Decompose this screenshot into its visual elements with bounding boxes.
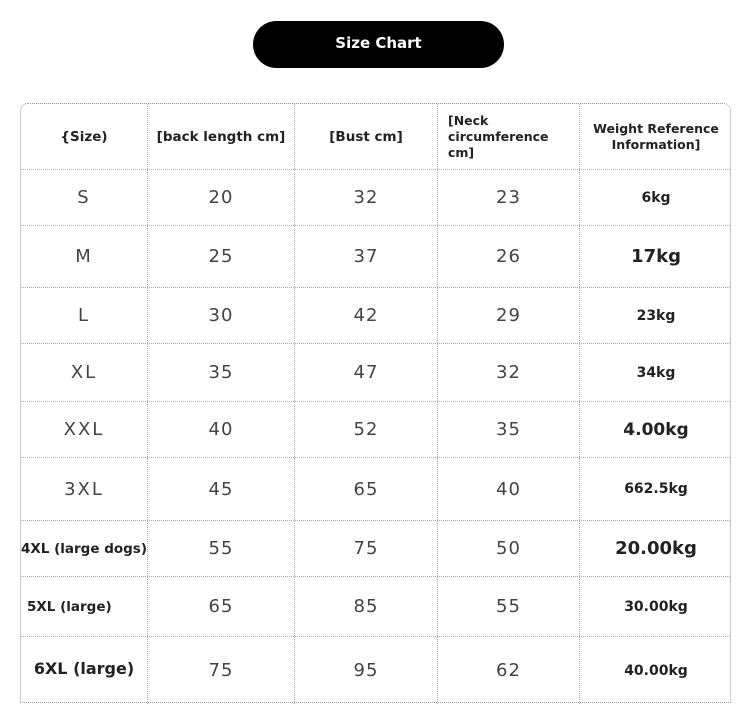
table-row — [21, 577, 730, 637]
bust-cell: 32 — [353, 187, 379, 208]
weight-cell: 17kg — [631, 246, 681, 267]
table-row — [21, 344, 730, 402]
size-cell: M — [75, 246, 93, 267]
size-table — [20, 103, 731, 703]
bust-cell: 52 — [353, 419, 379, 440]
neck-cell: 50 — [496, 538, 521, 559]
back-length-cell: 35 — [208, 362, 234, 383]
size-cell: 6XL (large) — [33, 659, 135, 678]
back-length-cell: 55 — [208, 538, 234, 559]
back-length-cell: 40 — [208, 419, 234, 440]
neck-cell: 35 — [496, 419, 521, 440]
table-row — [21, 288, 730, 344]
size-cell: 4XL (large dogs) — [21, 540, 147, 557]
weight-cell: 34kg — [636, 364, 676, 381]
size-cell: 3XL — [64, 478, 104, 500]
bust-cell: 75 — [353, 538, 379, 559]
neck-cell: 23 — [496, 187, 521, 208]
neck-cell: 26 — [496, 246, 521, 267]
size-cell: XXL — [63, 419, 105, 440]
back-length-cell: 25 — [208, 246, 234, 267]
bust-cell: 37 — [353, 246, 379, 267]
neck-cell: 55 — [496, 596, 521, 617]
weight-cell: 30.00kg — [624, 598, 688, 615]
back-length-cell: 30 — [208, 305, 234, 326]
neck-cell: 32 — [496, 362, 521, 383]
bust-cell: 65 — [353, 478, 379, 500]
header-neck: [Neck circumference cm] — [438, 104, 580, 169]
size-chart-title — [253, 21, 504, 68]
header-bust: [Bust cm] — [295, 104, 438, 169]
weight-cell: 4.00kg — [623, 419, 689, 440]
weight-cell: 40.00kg — [624, 662, 688, 679]
header-size: {Size) — [21, 104, 148, 169]
weight-cell: 20.00kg — [615, 538, 697, 559]
bust-cell: 85 — [353, 596, 379, 617]
neck-cell: 62 — [496, 660, 521, 681]
size-cell: XL — [70, 362, 98, 383]
weight-cell: 662.5kg — [624, 481, 688, 497]
table-row — [21, 226, 730, 288]
table-row — [21, 637, 730, 704]
weight-cell: 23kg — [636, 307, 676, 324]
back-length-cell: 75 — [208, 660, 234, 681]
bust-cell: 42 — [353, 305, 379, 326]
size-cell: L — [77, 305, 91, 326]
title-text: Size Chart — [335, 33, 422, 52]
bust-cell: 47 — [353, 362, 379, 383]
table-row — [21, 170, 730, 226]
header-weight: Weight Reference Information] — [593, 120, 719, 152]
table-row — [21, 402, 730, 458]
size-cell: 5XL (large) — [27, 598, 112, 615]
back-length-cell: 65 — [208, 596, 234, 617]
neck-cell: 29 — [496, 305, 521, 326]
size-cell: S — [77, 187, 91, 208]
table-header-row — [21, 104, 730, 170]
table-row — [21, 521, 730, 577]
back-length-cell: 45 — [208, 478, 234, 500]
neck-cell: 40 — [496, 478, 521, 500]
weight-cell: 6kg — [641, 189, 671, 206]
bust-cell: 95 — [353, 660, 379, 681]
header-back-length: [back length cm] — [148, 104, 295, 169]
back-length-cell: 20 — [208, 187, 234, 208]
table-row — [21, 458, 730, 521]
